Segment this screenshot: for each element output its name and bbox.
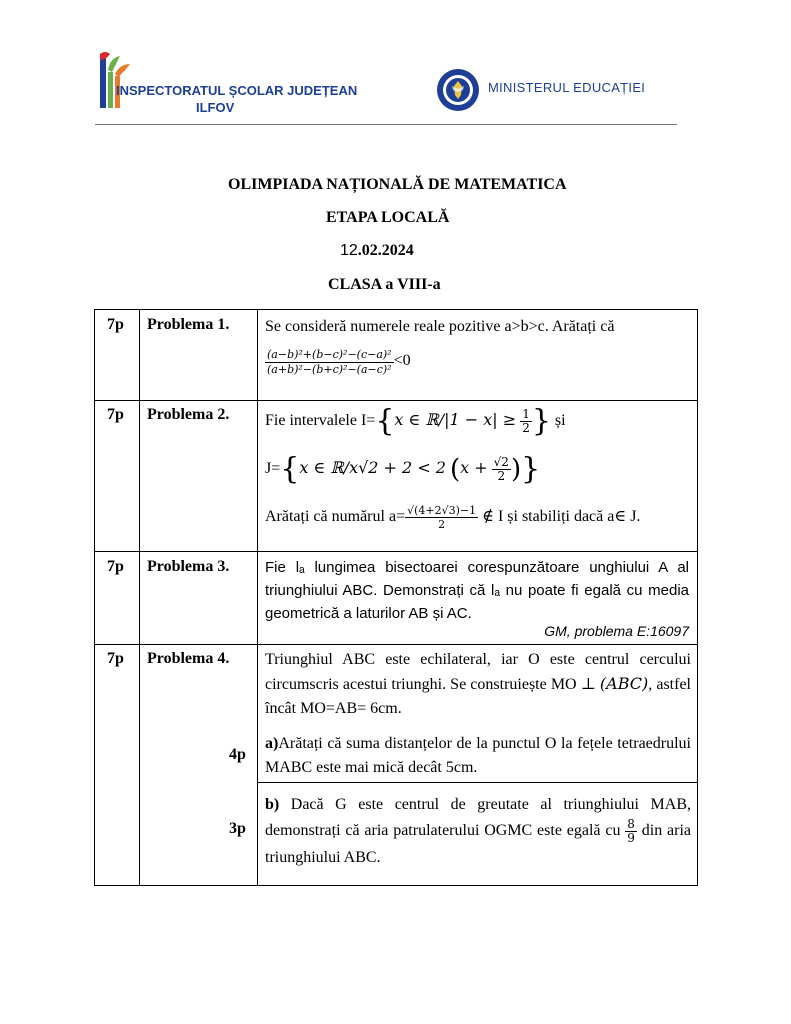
exam-date — [340, 242, 414, 260]
problem-1-points: 7p — [107, 316, 124, 333]
p4-intro-math: (ABC) — [599, 674, 649, 693]
ministry-name: MINISTERUL EDUCAȚIEI — [488, 80, 646, 95]
p1-frac-tail: <0 — [393, 352, 411, 370]
government-seal-icon — [436, 68, 480, 112]
problem-2-question — [265, 504, 640, 531]
part-b-end: din aria triunghiului ABC. — [265, 822, 692, 866]
col-divider-1 — [139, 310, 140, 885]
p2-sqrt2-den: 2 — [497, 469, 506, 483]
p4-intro-end: , astfel încât MO=AB= 6cm. — [265, 676, 691, 717]
part-b-points: 3p — [229, 820, 246, 837]
isj-emblem-icon — [96, 50, 136, 112]
part-b-body: Dacă G este centrul de greutate al triunghiului MAB, demonstrați că aria patrulaterului OGMC este egală cu — [265, 796, 691, 840]
problems-table — [94, 309, 698, 886]
part-b-label: b) — [265, 796, 280, 813]
part-a-label: a) — [265, 735, 279, 752]
p2-half-den: 2 — [522, 421, 530, 435]
isj-name-line2: ILFOV — [196, 100, 235, 115]
col-divider-2 — [257, 310, 258, 885]
p2-line3-pre: Arătați că numărul a= — [265, 508, 406, 526]
p2-line1-pre: Fie intervalele I= — [265, 412, 376, 430]
problem-2-label: Problema 2. — [147, 406, 230, 423]
row-divider-1 — [95, 400, 697, 401]
olympiad-title: OLIMPIADA NAȚIONALĂ DE MATEMATICA — [228, 176, 567, 193]
stage-title: ETAPA LOCALĂ — [326, 209, 450, 226]
p2-a-num: √(4+2√3)−1 — [407, 504, 477, 517]
part-a-text — [265, 732, 691, 780]
p2-half-num: 1 — [522, 407, 530, 421]
problem-4-label: Problema 4. — [147, 650, 230, 667]
isj-ilfov-logo — [96, 50, 356, 120]
problem-1-label: Problema 1. — [147, 316, 230, 333]
p1-frac-den: (a+b)²−(b+c)²−(a−c)² — [267, 363, 392, 376]
p2-line2-pre: J= — [265, 460, 281, 478]
p2-sqrt2-num: √2 — [493, 455, 509, 469]
problem-2-interval-I: Fie intervalele I={x ∈ ℝ/|1 − x| ≥ $\frac{1}{2}$ } și — [265, 403, 566, 439]
problem-3-label: Problema 3. — [147, 558, 230, 575]
date-day: 12 — [340, 242, 358, 259]
part-a-body: Arătați că suma distanțelor de la punctul O la fețele tetraedrului MABC este mai mică decât 5cm. — [265, 735, 691, 776]
problem-4-points: 7p — [107, 650, 124, 667]
header-divider — [95, 124, 677, 125]
p2-set-J-inner: x + — [460, 458, 488, 478]
p2-line1-post: și — [554, 412, 566, 430]
p4-intro: Triunghiul ABC este echilateral, iar O este centrul cercului circumscris acestui triunghi. Se construiește MO ⊥ — [265, 651, 691, 693]
part-b-text — [265, 792, 691, 871]
p4b-frac-num: 8 — [627, 817, 635, 831]
p1-frac-num: (a−b)²+(b−c)²−(c−a)² — [267, 348, 392, 361]
date-rest: .02.2024 — [357, 242, 414, 259]
problem-2-interval-J: J={x ∈ ℝ/x√2 + 2 < 2 (x + $\frac{√2}{2}$ )} — [265, 451, 541, 487]
row-divider-2 — [95, 551, 697, 552]
problem-2-points: 7p — [107, 406, 124, 423]
problem-3-points: 7p — [107, 558, 124, 575]
part-a-points: 4p — [229, 746, 246, 763]
class-title: CLASA a VIII-a — [328, 276, 441, 293]
row-divider-3 — [95, 644, 697, 645]
problem-1-text: Se consideră numerele reale pozitive a>b>c. Arătați că — [265, 318, 615, 335]
p2-set-I: x ∈ ℝ/|1 − x| ≥ — [394, 410, 517, 430]
problem-1-inequality — [265, 348, 411, 377]
row-divider-4b — [257, 782, 697, 783]
isj-name-line1: INSPECTORATUL ȘCOLAR JUDEȚEAN — [116, 83, 358, 98]
p2-set-J: x ∈ ℝ/x√2 + 2 < 2 — [299, 458, 446, 478]
problem-3-reference: GM, problema E:16097 — [544, 623, 689, 639]
p4b-frac-den: 9 — [627, 831, 635, 845]
p2-a-den: 2 — [438, 518, 446, 531]
p2-line3-post: ∉ I și stabiliți dacă a∈ J. — [478, 508, 641, 526]
problem-4-intro — [265, 648, 691, 721]
problem-3-text: Fie lₐ lungimea bisectoarei corespunzătoare unghiului A al triunghiului ABC. Demonstrați că lₐ nu poate fi egală cu media geometrică a laturilor AB și AC. — [265, 559, 689, 622]
